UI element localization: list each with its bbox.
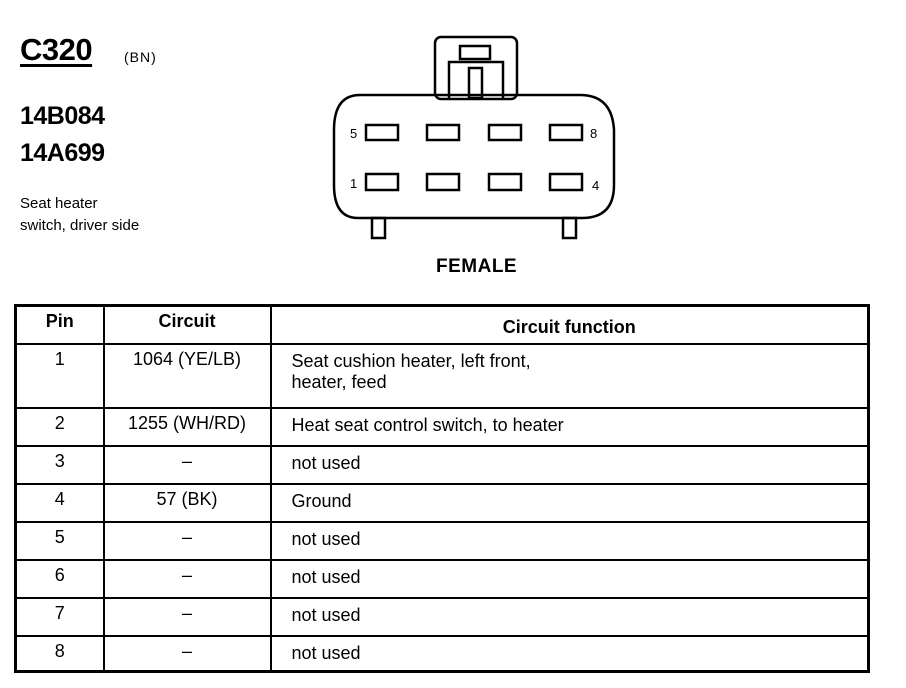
connector-face-diagram: [320, 30, 630, 245]
header-circuit-function: Circuit function: [271, 306, 869, 344]
pin-number: 5: [16, 522, 104, 560]
circuit-code: 1255 (WH/RD): [104, 408, 271, 446]
connector-description-line-1: Seat heater: [20, 195, 98, 212]
circuit-function-line: not used: [291, 528, 361, 549]
circuit-function: [271, 408, 869, 446]
pin-number: 3: [16, 446, 104, 484]
table-row: [16, 636, 869, 672]
table-row: [16, 484, 869, 522]
cavity-label-bottom-left: 1: [350, 176, 358, 191]
circuit-code: –: [104, 560, 271, 598]
part-number-2: 14A699: [20, 139, 105, 167]
circuit-function: [271, 560, 869, 598]
circuit-code: –: [104, 636, 271, 672]
connector-color: (BN): [124, 49, 157, 65]
cavity-label-bottom-right: 4: [592, 178, 600, 193]
header-circuit: Circuit: [104, 306, 271, 344]
circuit-code: 57 (BK): [104, 484, 271, 522]
connector-description-line-2: switch, driver side: [20, 217, 140, 234]
cavity-4: [550, 174, 582, 190]
circuit-function-line: Heat seat control switch, to heater: [291, 414, 564, 435]
circuit-function-line: not used: [291, 642, 361, 663]
table-row: [16, 560, 869, 598]
table-header-row: [16, 306, 869, 344]
connector-gender-label: FEMALE: [436, 256, 518, 277]
part-number-1: 14B084: [20, 102, 105, 130]
cavity-2: [427, 174, 459, 190]
circuit-function: [271, 446, 869, 484]
connector-foot-right: [563, 218, 576, 238]
connector-foot-left: [372, 218, 385, 238]
pin-number: 2: [16, 408, 104, 446]
cavity-8: [550, 125, 582, 140]
circuit-function: [271, 344, 869, 408]
cavity-5: [366, 125, 398, 140]
table-row: [16, 344, 869, 408]
cavity-7: [489, 125, 521, 140]
circuit-function-line: not used: [291, 566, 361, 587]
circuit-code: –: [104, 446, 271, 484]
pin-number: 8: [16, 636, 104, 672]
pin-table: [14, 304, 870, 673]
circuit-code: –: [104, 522, 271, 560]
circuit-code: 1064 (YE/LB): [104, 344, 271, 408]
circuit-function-line: not used: [291, 604, 361, 625]
cavity-label-top-left: 5: [350, 126, 358, 141]
circuit-function: [271, 598, 869, 636]
connector-housing: [334, 95, 614, 218]
circuit-function-line: heater, feed: [291, 371, 387, 392]
table-row: [16, 598, 869, 636]
circuit-function: [271, 484, 869, 522]
circuit-function: [271, 522, 869, 560]
circuit-function-line: Ground: [291, 490, 352, 511]
lock-tab-slot: [469, 68, 482, 98]
pin-number: 4: [16, 484, 104, 522]
table-row: [16, 446, 869, 484]
pin-number: 7: [16, 598, 104, 636]
cavity-1: [366, 174, 398, 190]
circuit-function-line: not used: [291, 452, 361, 473]
header-pin: Pin: [16, 306, 104, 344]
cavity-6: [427, 125, 459, 140]
connector-id: C320: [20, 32, 93, 67]
lock-tab-latch: [460, 46, 490, 59]
circuit-function-line: Seat cushion heater, left front,: [291, 350, 531, 371]
cavity-label-top-right: 8: [590, 126, 598, 141]
circuit-function: [271, 636, 869, 672]
table-row: [16, 408, 869, 446]
table-row: [16, 522, 869, 560]
pin-number: 1: [16, 344, 104, 408]
circuit-code: –: [104, 598, 271, 636]
cavity-3: [489, 174, 521, 190]
pin-number: 6: [16, 560, 104, 598]
